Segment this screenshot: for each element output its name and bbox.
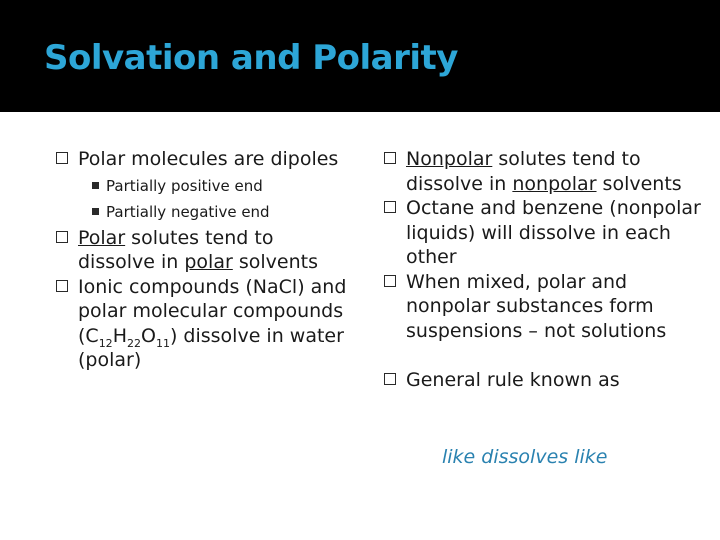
bullet-text: General rule known as [406,369,620,391]
bullet-text: H [112,324,127,347]
bullet-item [384,368,704,393]
right-column [384,147,704,393]
subscript: 22 [126,336,141,350]
bullet-item [384,147,704,196]
underlined-term: polar [184,251,233,273]
slide-title: Solvation and Polarity [44,38,458,78]
sub-bullet-text: Partially positive end [106,176,263,195]
bullet-text: Octane and benzene (nonpolar liquids) will dissolve in each other [406,197,701,268]
bullet-item [56,275,356,373]
hollow-square-bullet-icon [56,152,68,164]
bullet-item [56,147,356,172]
bullet-text: When mixed, polar and nonpolar substances form suspensions – not solutions [406,270,667,342]
hollow-square-bullet-icon [56,231,68,243]
hollow-square-bullet-icon [56,280,68,292]
bullet-text: Ionic compounds (NaCl) and polar molecular compounds (C [78,275,347,347]
subscript: 11 [155,336,170,350]
bullet-item [56,226,356,275]
bullet-text: solutes tend to dissolve in [406,148,641,195]
bullet-item [384,270,704,344]
left-column [56,147,356,373]
title-bar [0,0,720,112]
filled-square-bullet-icon [92,182,99,189]
emphasis-phrase: like dissolves like [442,446,608,468]
sub-bullet-item [56,174,356,198]
bullet-text: solutes tend to dissolve in [78,226,274,273]
sub-bullet-item [56,200,356,224]
hollow-square-bullet-icon [384,201,396,213]
subscript: 12 [98,336,113,350]
bullet-text: ) dissolve in water (polar) [78,324,344,371]
hollow-square-bullet-icon [384,373,396,385]
bullet-text: solvents [232,251,318,273]
bullet-text: solvents [596,172,682,195]
bullet-text: O [140,324,156,347]
sub-bullet-text: Partially negative end [106,202,270,221]
spacer [384,343,704,368]
underlined-term: Nonpolar [406,148,493,170]
bullet-text: Polar molecules are dipoles [78,148,339,170]
hollow-square-bullet-icon [384,152,396,164]
filled-square-bullet-icon [92,208,99,215]
bullet-item [384,196,704,270]
underlined-term: Polar [78,226,126,249]
underlined-term: nonpolar [512,172,597,195]
hollow-square-bullet-icon [384,275,396,287]
